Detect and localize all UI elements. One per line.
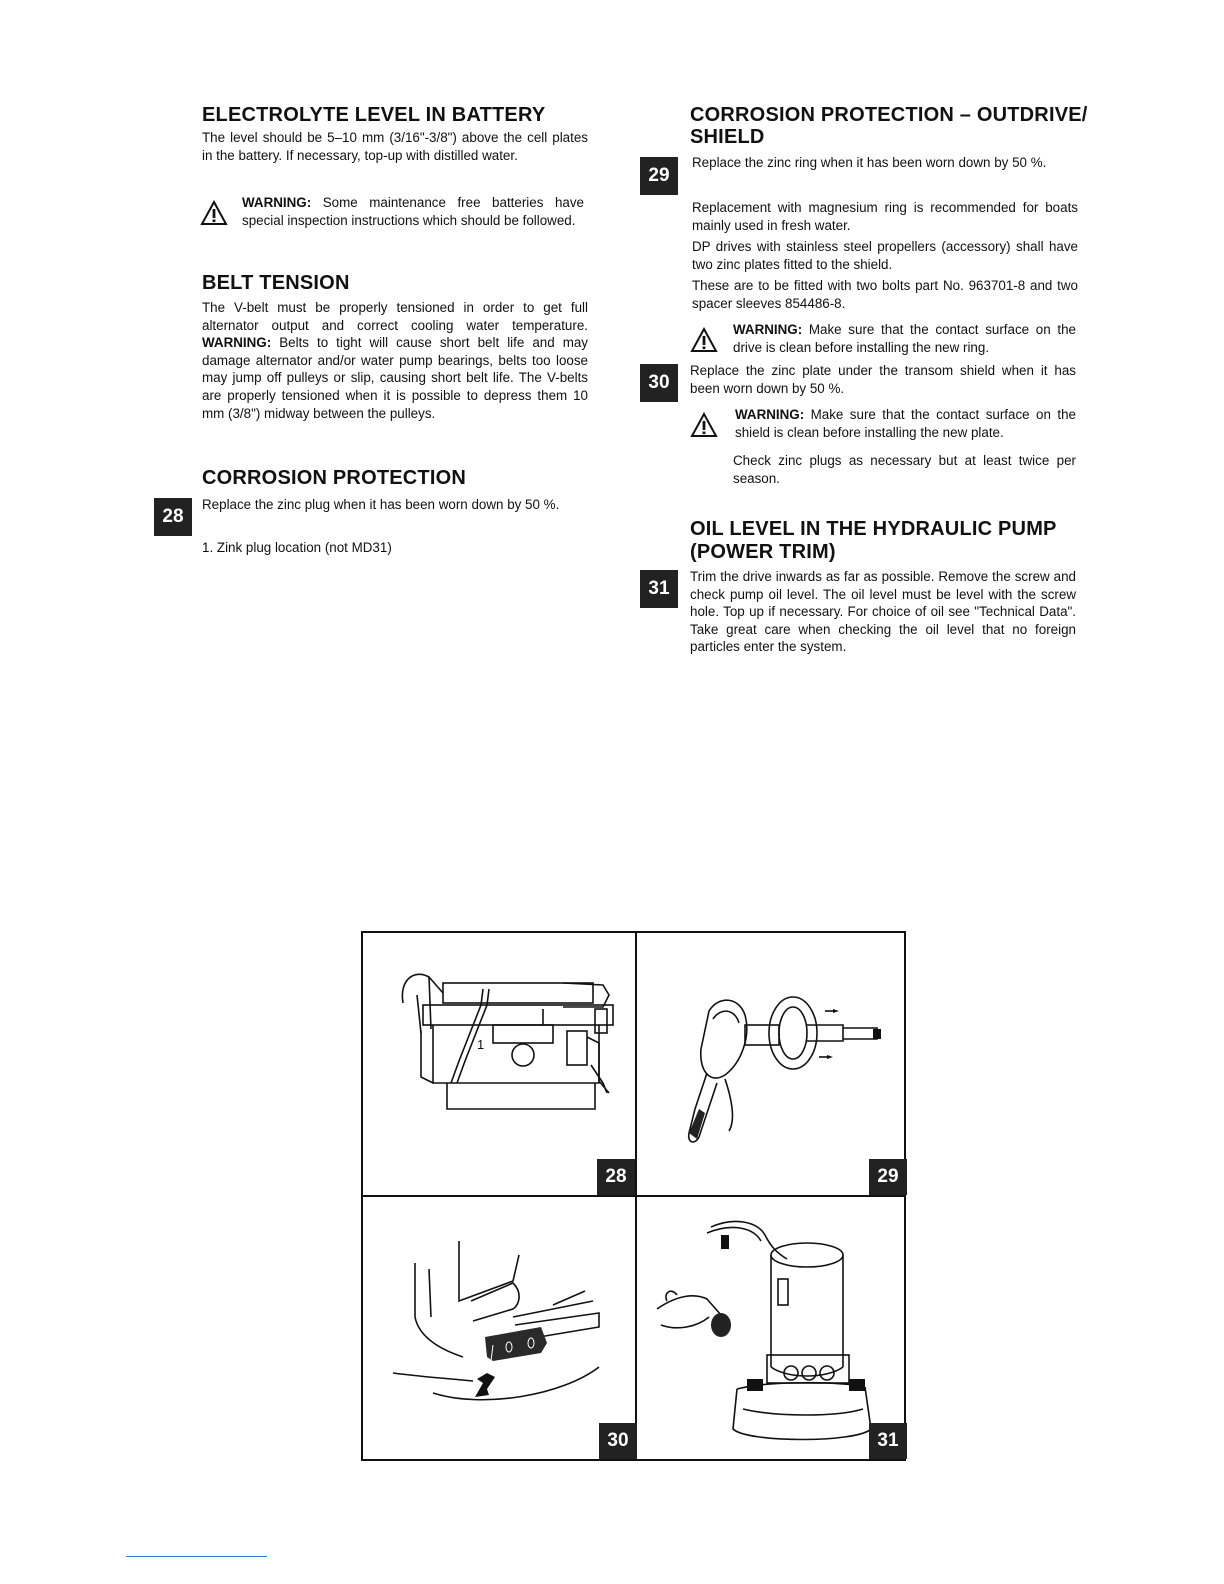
outdrive-p3: DP drives with stainless steel propellers (accessory) shall have two zinc plates fitted to the shield. xyxy=(692,239,1078,272)
heading-hydraulic-line2: (POWER TRIM) xyxy=(690,541,836,563)
figure-30-zinc-plate xyxy=(363,1197,635,1459)
outdrive-warning-2 xyxy=(735,406,1076,441)
outdrive-warning-1 xyxy=(733,321,1076,356)
heading-hydraulic-line1: OIL LEVEL IN THE HYDRAULIC PUMP xyxy=(690,518,1057,540)
figure-grid xyxy=(361,931,906,1461)
heading-outdrive-line1: CORROSION PROTECTION – OUTDRIVE/ xyxy=(690,104,1088,126)
hydraulic-body: Trim the drive inwards as far as possible. Remove the screw and check pump oil level. The oil level must be level with the screw hole. Top up if necessary. For choice of oil see "Technical Data". Take great care when checking the oil level that no foreign particles enter the system. xyxy=(690,569,1076,655)
warning-icon xyxy=(200,200,228,226)
figure-31-hydraulic-pump xyxy=(637,1197,905,1459)
outdrive-p4: These are to be fitted with two bolts part No. 963701-8 and two spacer sleeves 854486-8. xyxy=(692,278,1078,311)
electrolyte-warning xyxy=(242,194,584,229)
zinc-ring-illustration xyxy=(637,933,905,1195)
heading-corrosion-protection: CORROSION PROTECTION xyxy=(202,467,467,489)
figure-badge-31: 31 xyxy=(869,1423,907,1459)
warning-label: WARNING: xyxy=(242,195,312,210)
hydraulic-pump-illustration xyxy=(637,1197,905,1459)
heading-electrolyte: ELECTROLYTE LEVEL IN BATTERY xyxy=(202,104,546,126)
section-badge-31: 31 xyxy=(640,570,678,608)
figure-badge-29: 29 xyxy=(869,1159,907,1195)
warning-icon xyxy=(690,412,718,438)
zinc-plate-illustration xyxy=(363,1197,635,1459)
belt-tension-body xyxy=(202,299,588,422)
section-badge-28: 28 xyxy=(154,498,192,536)
warning-label: WARNING: xyxy=(735,407,805,422)
figure-28-engine xyxy=(363,933,635,1195)
section-badge-30: 30 xyxy=(640,364,678,402)
section-badge-29: 29 xyxy=(640,157,678,195)
figure-badge-30: 30 xyxy=(599,1423,637,1459)
outdrive-p2: Replacement with magnesium ring is recommended for boats mainly used in fresh water. xyxy=(692,200,1078,233)
warning-text: Make sure that the contact surface on the shield is clean before installing the new plate. xyxy=(735,407,1076,440)
engine-illustration xyxy=(363,933,635,1195)
belt-body-b: Belts to tight will cause short belt life and may damage alternator and/or water pump bearings, belts too loose may jump off pulleys or slip, causing short belt life. The V-belts are properly tensioned when it is possible to depress them 10 mm (3/8") midway between the pulleys. xyxy=(202,335,588,421)
figure-29-zinc-ring xyxy=(637,933,905,1195)
corrosion-body: Replace the zinc plug when it has been worn down by 50 %. xyxy=(202,497,560,512)
figure-badge-28: 28 xyxy=(597,1159,635,1195)
footer-rule xyxy=(126,1556,267,1557)
warning-icon xyxy=(690,327,718,353)
figure-28-callout-1: 1 xyxy=(477,1037,485,1052)
belt-body-a: The V-belt must be properly tensioned in order to get full alternator output and correct cooling water temperature. xyxy=(202,300,588,333)
warning-text: Make sure that the contact surface on the drive is clean before installing the new ring. xyxy=(733,322,1076,355)
belt-warning-label: WARNING: xyxy=(202,335,272,351)
outdrive-p5: Replace the zinc plate under the transom shield when it has been worn down by 50 %. xyxy=(690,363,1076,396)
electrolyte-body: The level should be 5–10 mm (3/16"-3/8") above the cell plates in the battery. If necessary, top-up with distilled water. xyxy=(202,130,588,163)
heading-belt-tension: BELT TENSION xyxy=(202,272,350,294)
heading-outdrive-line2: SHIELD xyxy=(690,126,765,148)
outdrive-p1: Replace the zinc ring when it has been worn down by 50 %. xyxy=(692,155,1047,170)
outdrive-p6: Check zinc plugs as necessary but at least twice per season. xyxy=(733,453,1076,486)
corrosion-note: 1. Zink plug location (not MD31) xyxy=(202,540,392,555)
warning-label: WARNING: xyxy=(733,322,803,337)
warning-text: Some maintenance free batteries have special inspection instructions which should be followed. xyxy=(242,195,584,228)
